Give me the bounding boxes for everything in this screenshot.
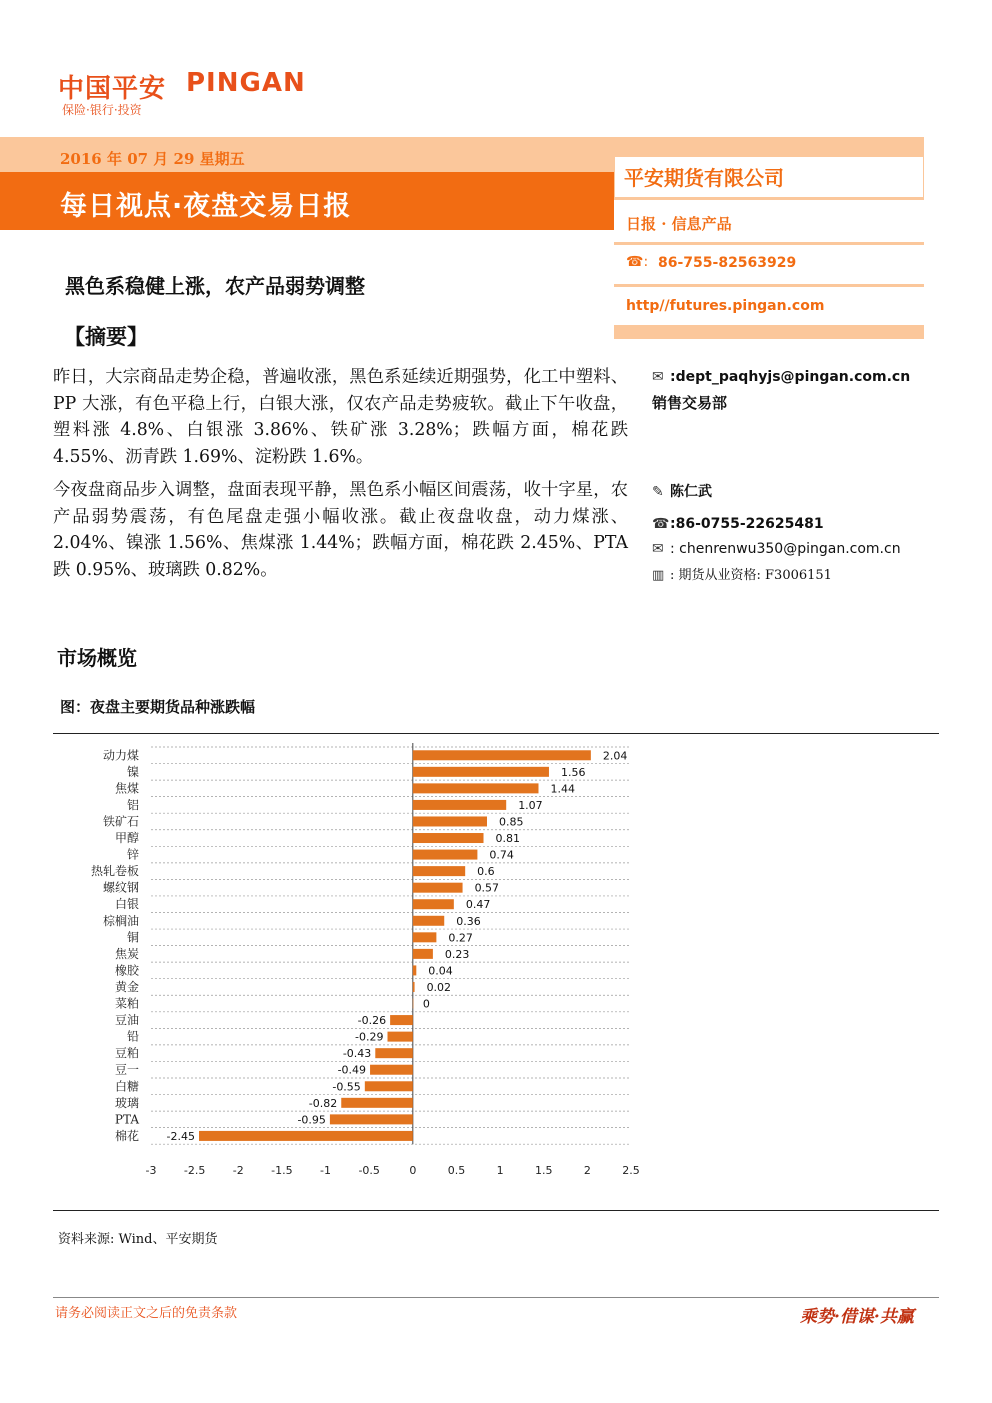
bar-23 xyxy=(199,1131,413,1141)
category-label: 豆油 xyxy=(114,1013,139,1028)
value-label: 1.44 xyxy=(550,782,575,796)
company-phone: 86-755-82563929 xyxy=(658,255,797,271)
x-tick-label: 0 xyxy=(409,1164,417,1178)
summary-paragraph: 昨日，大宗商品走势企稳，普遍收涨，黑色系延续近期强势，化工中塑料、PP 大涨，有色平稳上行，白银大涨，仅农产品走势疲软。截止下午收盘，塑料涨 4.8%、白银涨 3.86%、铁矿涨 3.28%；跌幅方面，棉花跌 4.55%、沥青跌 1.69%、淀粉跌 1.6%。 xyxy=(53,367,628,467)
headline: 黑色系稳健上涨，农产品弱势调整 xyxy=(65,274,365,298)
chart-top-rule xyxy=(53,733,939,734)
category-label: 铁矿石 xyxy=(102,814,139,829)
bar-1 xyxy=(413,767,549,777)
bar-6 xyxy=(413,850,478,860)
value-label: -0.49 xyxy=(337,1063,367,1077)
x-tick-label: 2 xyxy=(583,1164,591,1178)
bar-8 xyxy=(413,883,463,893)
dept-email[interactable]: :dept_paqhyjs@pingan.com.cn xyxy=(670,369,911,385)
analyst-row xyxy=(652,481,712,501)
bar-4 xyxy=(413,816,487,826)
company-url[interactable]: http//futures.pingan.com xyxy=(626,298,825,314)
category-label: 棉花 xyxy=(114,1128,139,1143)
value-label: -0.29 xyxy=(355,1030,384,1044)
bar-3 xyxy=(413,800,506,810)
category-label: 焦煤 xyxy=(114,781,139,796)
x-tick-label: -1 xyxy=(320,1164,332,1178)
bar-11 xyxy=(413,932,437,942)
x-tick-label: -2.5 xyxy=(183,1164,206,1178)
category-label: 铜 xyxy=(126,930,139,945)
right-panel-divider xyxy=(614,242,924,245)
figure-title: 图：夜盘主要期货品种涨跌幅 xyxy=(60,698,256,716)
company-name: 平安期货有限公司 xyxy=(624,166,784,190)
category-label: 动力煤 xyxy=(102,748,139,763)
section-heading: 市场概览 xyxy=(57,646,137,670)
category-label: 白糖 xyxy=(114,1079,139,1094)
footer-rule xyxy=(53,1297,939,1298)
x-tick-label: 0.5 xyxy=(447,1164,466,1178)
category-label: PTA xyxy=(114,1112,139,1127)
bar-17 xyxy=(388,1032,413,1042)
value-label: 0.6 xyxy=(477,865,495,879)
right-panel-divider xyxy=(614,284,924,287)
chart-bottom-rule xyxy=(53,1210,939,1211)
category-label: 镍 xyxy=(126,764,139,779)
analyst-phone: :86-0755-22625481 xyxy=(670,516,824,532)
value-label: 0.74 xyxy=(489,848,514,862)
x-tick-label: 1.5 xyxy=(534,1164,553,1178)
value-label: 0.04 xyxy=(428,964,453,978)
bar-22 xyxy=(330,1114,413,1124)
bar-15 xyxy=(413,999,414,1009)
value-label: 0 xyxy=(422,997,430,1011)
bar-10 xyxy=(413,916,444,926)
category-label: 菜粕 xyxy=(114,996,139,1011)
report-title: 每日视点·夜盘交易日报 xyxy=(60,191,352,222)
x-tick-label: -3 xyxy=(145,1164,157,1178)
bar-12 xyxy=(413,949,433,959)
category-label: 焦炭 xyxy=(114,946,139,961)
report-date: 2016 年 07 月 29 星期五 xyxy=(60,150,245,168)
logo-tagline: 保险·银行·投资 xyxy=(62,103,142,117)
slogan: 乘势·借谋·共赢 xyxy=(800,1307,914,1327)
analyst-email[interactable]: : chenrenwu350@pingan.com.cn xyxy=(670,541,901,557)
bar-16 xyxy=(390,1015,413,1025)
bar-7 xyxy=(413,866,465,876)
summary-paragraph: 今夜盘商品步入调整，盘面表现平静，黑色系小幅区间震荡，收十字星，农产品弱势震荡，有色尾盘走强小幅收涨。截止夜盘收盘，动力煤涨、2.04%、镍涨 1.56%、焦煤涨 1.44%；跌幅方面，棉花跌 2.45%、PTA 跌 0.95%、玻璃跌 0.82%。 xyxy=(53,480,628,580)
value-label: 0.85 xyxy=(499,815,524,829)
x-tick-label: 2.5 xyxy=(622,1164,640,1178)
bar-14 xyxy=(413,982,415,992)
category-label: 棕榈油 xyxy=(102,913,139,928)
analyst-name: 陈仁武 xyxy=(670,484,712,500)
category-label: 黄金 xyxy=(114,979,139,994)
category-label: 玻璃 xyxy=(114,1095,139,1110)
logo-en: PINGAN xyxy=(186,68,306,98)
mail-icon: ✉ xyxy=(652,541,664,557)
analyst-email-row xyxy=(652,541,901,557)
bar-13 xyxy=(413,965,416,975)
category-label: 铅 xyxy=(126,1029,139,1044)
bar-20 xyxy=(365,1081,413,1091)
book-icon: ▥ xyxy=(652,568,665,583)
analyst-license: : 期货从业资格: F3006151 xyxy=(670,568,832,583)
value-label: 0.23 xyxy=(444,947,470,961)
value-label: 0.47 xyxy=(465,898,491,912)
value-label: 0.02 xyxy=(426,980,452,994)
category-label: 豆粕 xyxy=(114,1046,139,1061)
category-label: 锌 xyxy=(126,847,139,862)
futures-change-chart xyxy=(53,735,673,1185)
value-label: -0.43 xyxy=(342,1047,372,1061)
abstract-heading: 【摘要】 xyxy=(64,325,148,349)
mail-icon: ✉ xyxy=(652,369,664,385)
x-tick-label: -1.5 xyxy=(271,1164,293,1178)
value-label: 2.04 xyxy=(602,749,628,763)
disclaimer: 请务必阅读正文之后的免责条款 xyxy=(55,1306,238,1321)
category-label: 白银 xyxy=(114,897,139,912)
data-source: 资料来源: Wind、平安期货 xyxy=(58,1232,218,1247)
value-label: 0.81 xyxy=(495,832,521,846)
category-label: 螺纹钢 xyxy=(102,880,139,895)
pen-icon: ✎ xyxy=(652,484,664,500)
right-panel-divider xyxy=(614,197,924,200)
bar-21 xyxy=(341,1098,413,1108)
category-label: 热轧卷板 xyxy=(90,864,139,879)
x-tick-label: -0.5 xyxy=(358,1164,380,1178)
bar-2 xyxy=(413,783,539,793)
category-label: 橡胶 xyxy=(114,963,139,978)
phone-icon: ☎: xyxy=(626,254,649,270)
value-label: -0.55 xyxy=(332,1080,361,1094)
value-label: -0.26 xyxy=(357,1014,387,1028)
category-label: 铝 xyxy=(126,797,139,812)
dept-email-row xyxy=(652,369,910,385)
product-type: 日报 · 信息产品 xyxy=(626,215,732,233)
department: 销售交易部 xyxy=(652,394,728,412)
bar-18 xyxy=(375,1048,413,1058)
value-label: 0.27 xyxy=(448,931,473,945)
analyst-phone-row xyxy=(652,516,824,532)
x-tick-label: 1 xyxy=(496,1164,504,1178)
bar-9 xyxy=(413,899,454,909)
analyst-license-row xyxy=(652,564,832,583)
phone-icon: ☎ xyxy=(652,516,670,532)
right-panel-bottom-band xyxy=(614,325,924,339)
right-panel-top-band xyxy=(614,137,924,157)
value-label: 0.57 xyxy=(474,881,500,895)
logo-cn: 中国平安 xyxy=(58,74,167,104)
category-label: 豆一 xyxy=(114,1062,139,1077)
x-tick-label: -2 xyxy=(232,1164,244,1178)
value-label: -0.82 xyxy=(308,1096,338,1110)
value-label: -2.45 xyxy=(166,1129,195,1143)
bar-0 xyxy=(413,750,591,760)
bar-5 xyxy=(413,833,484,843)
value-label: -0.95 xyxy=(297,1113,326,1127)
value-label: 1.07 xyxy=(518,798,543,812)
category-label: 甲醇 xyxy=(114,831,139,846)
value-label: 1.56 xyxy=(560,765,586,779)
value-label: 0.36 xyxy=(456,914,481,928)
bar-19 xyxy=(370,1065,413,1075)
